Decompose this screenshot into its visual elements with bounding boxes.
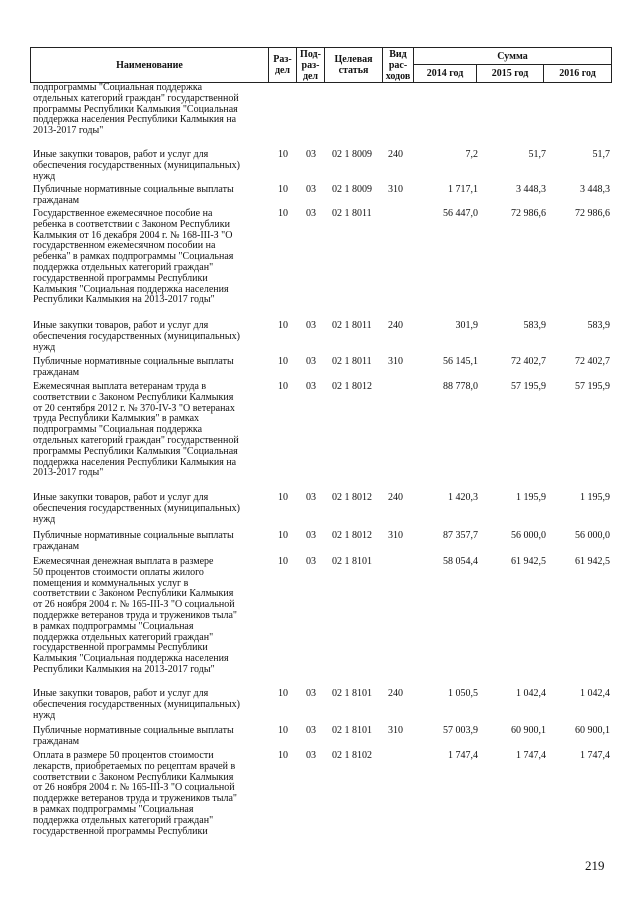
cell-y2014: 56 447,0	[443, 208, 478, 219]
cell-target: 02 1 8011	[332, 356, 372, 367]
row-name: Иные закупки товаров, работ и услуг для обеспечения государственных (муниципальных) нужд	[33, 320, 240, 353]
cell-target: 02 1 8101	[332, 556, 372, 567]
cell-y2016: 72 402,7	[575, 356, 610, 367]
cell-y2014: 88 778,0	[443, 381, 478, 392]
row-name: Иные закупки товаров, работ и услуг для обеспечения государственных (муниципальных) нужд	[33, 688, 240, 721]
header-2016: 2016 год	[559, 68, 596, 79]
cell-y2014: 1 420,3	[448, 492, 478, 503]
header-vid: Вид рас- ходов	[383, 48, 414, 82]
cell-y2016: 583,9	[587, 320, 610, 331]
cell-podrazdel: 03	[306, 725, 316, 736]
cell-y2015: 1 195,9	[516, 492, 546, 503]
cell-razdel: 10	[278, 381, 288, 392]
cell-y2015: 1 747,4	[516, 750, 546, 761]
row-name: Оплата в размере 50 процентов стоимости лекарств, приобретаемых по рецептам врачей в соответствии с Законом Республики Калмыкия от 26 ноября 2004 г. № 165-III-З "О социальной поддержке ветеранов труда и тружеников тыла" в рамках подпрограммы "Социальная поддержка отдельных категорий граждан" государственной программы Республики	[33, 750, 237, 837]
cell-y2015: 51,7	[528, 149, 546, 160]
cell-podrazdel: 03	[306, 530, 316, 541]
cell-y2014: 1 747,4	[448, 750, 478, 761]
cell-podrazdel: 03	[306, 208, 316, 219]
cell-y2014: 56 145,1	[443, 356, 478, 367]
cell-y2016: 1 042,4	[580, 688, 610, 699]
cell-y2016: 1 195,9	[580, 492, 610, 503]
cell-y2016: 1 747,4	[580, 750, 610, 761]
cell-razdel: 10	[278, 688, 288, 699]
table-header	[30, 47, 612, 83]
cell-vid: 310	[388, 530, 403, 541]
cell-vid: 240	[388, 688, 403, 699]
cell-y2014: 1 050,5	[448, 688, 478, 699]
cell-podrazdel: 03	[306, 492, 316, 503]
header-summa: Сумма	[414, 48, 611, 65]
cell-razdel: 10	[278, 184, 288, 195]
cell-y2015: 56 000,0	[511, 530, 546, 541]
row-name: Публичные нормативные социальные выплаты гражданам	[33, 725, 234, 747]
cell-razdel: 10	[278, 725, 288, 736]
cell-razdel: 10	[278, 356, 288, 367]
cell-target: 02 1 8011	[332, 320, 372, 331]
cell-target: 02 1 8012	[332, 381, 372, 392]
cell-y2015: 60 900,1	[511, 725, 546, 736]
cell-vid: 310	[388, 356, 403, 367]
cell-target: 02 1 8009	[332, 149, 372, 160]
page-number: 219	[585, 858, 605, 873]
row-name: Публичные нормативные социальные выплаты гражданам	[33, 356, 234, 378]
cell-podrazdel: 03	[306, 320, 316, 331]
cell-razdel: 10	[278, 750, 288, 761]
row-name: Ежемесячная выплата ветеранам труда в соответствии с Законом Республики Калмыкия от 20 сентября 2012 г. № 370-IV-З "О ветеранах труда Республики Калмыкия" в рамках подпрограммы "Социальная поддержка отдельных категорий граждан" государственной программы Республики Калмыкия "Социальная поддержка населения Республики Калмыкия на 2013-2017 годы"	[33, 381, 239, 479]
cell-razdel: 10	[278, 320, 288, 331]
cell-target: 02 1 8102	[332, 750, 372, 761]
cell-y2016: 3 448,3	[580, 184, 610, 195]
cell-y2016: 51,7	[592, 149, 610, 160]
row-name: Иные закупки товаров, работ и услуг для обеспечения государственных (муниципальных) нужд	[33, 492, 240, 525]
cell-podrazdel: 03	[306, 556, 316, 567]
row-name: Публичные нормативные социальные выплаты гражданам	[33, 184, 234, 206]
cell-razdel: 10	[278, 556, 288, 567]
cell-y2014: 1 717,1	[448, 184, 478, 195]
cell-target: 02 1 8011	[332, 208, 372, 219]
cell-y2016: 61 942,5	[575, 556, 610, 567]
cell-razdel: 10	[278, 149, 288, 160]
row-name: Иные закупки товаров, работ и услуг для обеспечения государственных (муниципальных) нужд	[33, 149, 240, 182]
row-name: подпрограммы "Социальная поддержка отдельных категорий граждан" государственной программы Республики Калмыкия "Социальная поддержка населения Республики Калмыкия на 2013-2017 годы"	[33, 82, 239, 137]
cell-y2015: 72 402,7	[511, 356, 546, 367]
cell-y2015: 583,9	[523, 320, 546, 331]
cell-target: 02 1 8012	[332, 492, 372, 503]
cell-y2016: 56 000,0	[575, 530, 610, 541]
cell-razdel: 10	[278, 208, 288, 219]
cell-y2014: 58 054,4	[443, 556, 478, 567]
cell-y2015: 3 448,3	[516, 184, 546, 195]
header-2015: 2015 год	[477, 65, 544, 82]
cell-y2014: 57 003,9	[443, 725, 478, 736]
cell-razdel: 10	[278, 492, 288, 503]
header-target: Целевая статья	[325, 48, 383, 82]
cell-y2015: 61 942,5	[511, 556, 546, 567]
header-2014: 2014 год	[414, 65, 477, 82]
row-name: Государственное ежемесячное пособие на ребенка в соответствии с Законом Республики Калмыкия от 16 декабря 2004 г. № 168-III-З "О государственном ежемесячном пособии на ребенка" в рамках подпрограммы "Социальная поддержка отдельных категорий граждан" государственной программы Республики Калмыкия "Социальная поддержка населения Республики Калмыкия на 2013-2017 годы"	[33, 208, 234, 306]
header-podrazdel: Под- раз- дел	[297, 48, 325, 82]
cell-target: 02 1 8009	[332, 184, 372, 195]
cell-y2016: 72 986,6	[575, 208, 610, 219]
cell-razdel: 10	[278, 530, 288, 541]
cell-podrazdel: 03	[306, 356, 316, 367]
cell-vid: 240	[388, 320, 403, 331]
cell-vid: 310	[388, 184, 403, 195]
cell-vid: 240	[388, 149, 403, 160]
cell-podrazdel: 03	[306, 688, 316, 699]
cell-vid: 310	[388, 725, 403, 736]
cell-y2014: 301,9	[455, 320, 478, 331]
cell-podrazdel: 03	[306, 750, 316, 761]
cell-vid: 240	[388, 492, 403, 503]
cell-podrazdel: 03	[306, 149, 316, 160]
cell-y2015: 72 986,6	[511, 208, 546, 219]
cell-target: 02 1 8101	[332, 725, 372, 736]
cell-y2014: 87 357,7	[443, 530, 478, 541]
cell-podrazdel: 03	[306, 184, 316, 195]
cell-y2014: 7,2	[465, 149, 478, 160]
cell-podrazdel: 03	[306, 381, 316, 392]
cell-target: 02 1 8012	[332, 530, 372, 541]
row-name: Публичные нормативные социальные выплаты гражданам	[33, 530, 234, 552]
cell-y2015: 1 042,4	[516, 688, 546, 699]
header-razdel: Раз- дел	[269, 48, 297, 82]
row-name: Ежемесячная денежная выплата в размере 50 процентов стоимости оплаты жилого помещения и коммунальных услуг в соответствии с Законом Республики Калмыкия от 26 ноября 2004 г. № 165-III-З "О социальной поддержке ветеранов труда и тружеников тыла" в рамках подпрограммы "Социальная поддержка отдельных категорий граждан" государственной программы Республики Калмыкия "Социальная поддержка населения Республики Калмыкия на 2013-2017 годы"	[33, 556, 237, 675]
header-name: Наименование	[31, 48, 269, 82]
cell-y2016: 60 900,1	[575, 725, 610, 736]
cell-y2015: 57 195,9	[511, 381, 546, 392]
cell-y2016: 57 195,9	[575, 381, 610, 392]
cell-target: 02 1 8101	[332, 688, 372, 699]
